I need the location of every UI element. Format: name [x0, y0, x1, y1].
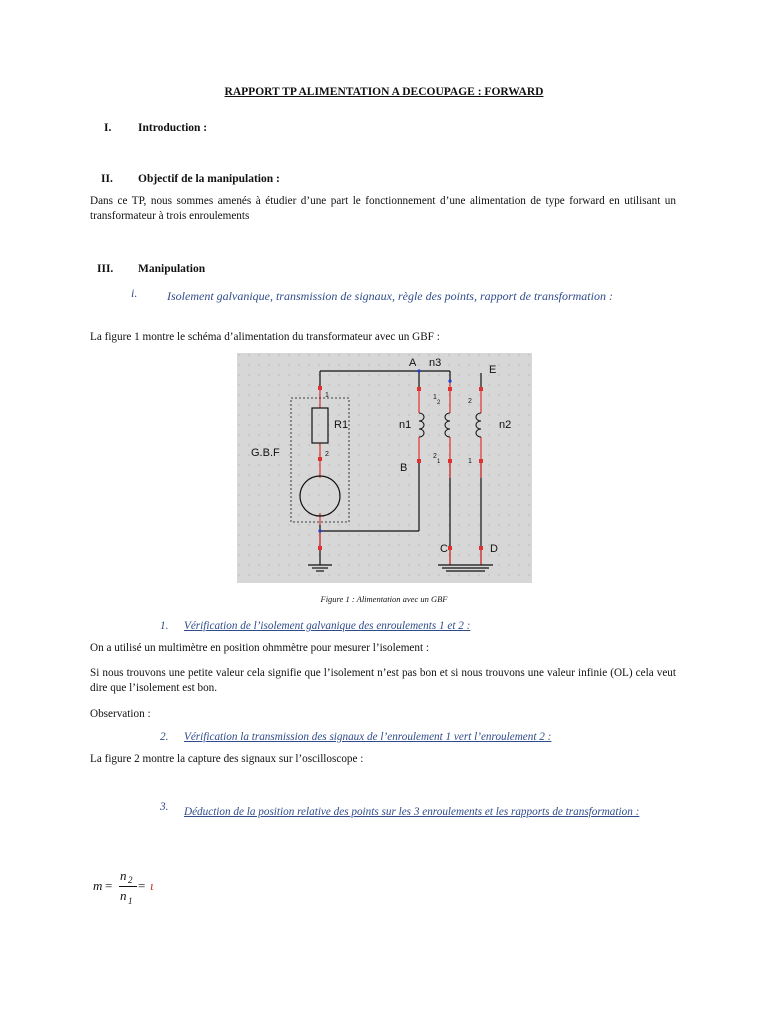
label-C: C	[440, 543, 448, 555]
multimetre-paragraph: On a utilisé un multimètre en position ohmmètre pour mesurer l’isolement :	[90, 642, 429, 654]
pin-label: 2	[325, 451, 329, 458]
pin-label: 1	[433, 394, 437, 401]
pin-label: 1	[468, 458, 472, 465]
section-number: II.	[101, 173, 113, 185]
page-title: RAPPORT TP ALIMENTATION A DECOUPAGE : FORWARD	[224, 86, 544, 98]
label-R1: R1	[334, 419, 349, 431]
item-heading: Vérification de l’isolement galvanique des enroulements 1 et 2 :	[184, 620, 471, 632]
pin-label: 1	[437, 459, 441, 465]
fraction-bar	[119, 886, 137, 887]
label-GBF: G.B.F	[251, 447, 280, 459]
formula-equals: =	[105, 878, 113, 893]
figure-intro: La figure 1 montre le schéma d’alimentation du transformateur avec un GBF :	[90, 331, 440, 343]
formula-numerator-sub: 2	[128, 875, 133, 885]
figure2-paragraph: La figure 2 montre la capture des signaux sur l’oscilloscope :	[90, 753, 364, 765]
ratio-formula	[93, 866, 173, 911]
formula-equals: =	[138, 878, 146, 893]
pin-label: 2	[437, 400, 441, 406]
figure-caption: Figure 1 : Alimentation avec un GBF	[320, 594, 448, 604]
formula-numerator: n	[120, 868, 127, 883]
circuit-schematic	[237, 353, 532, 583]
pin-label: 1	[325, 392, 329, 399]
section-heading: Manipulation	[138, 263, 206, 275]
item-heading: Vérification la transmission des signaux de l’enroulement 1 vert l’enroulement 2 :	[184, 731, 552, 743]
section-heading: Introduction :	[138, 122, 208, 134]
label-A: A	[409, 357, 417, 369]
label-E: E	[489, 364, 497, 376]
formula-denominator: n	[120, 888, 127, 903]
pin-label: 2	[433, 453, 437, 460]
formula-result: ι	[150, 878, 154, 893]
section-heading: Objectif de la manipulation :	[138, 173, 280, 185]
item-number: 1.	[160, 620, 169, 632]
subsection-heading: Isolement galvanique, transmission de signaux, règle des points, rapport de transformation :	[167, 289, 613, 303]
section-number: I.	[104, 122, 112, 134]
label-n2: n2	[499, 419, 512, 431]
item-number: 3.	[160, 801, 169, 813]
item-heading: Déduction de la position relative des points sur les 3 enroulements et les rapports de transformation :	[184, 806, 640, 818]
observation-label: Observation :	[90, 708, 151, 720]
label-n3: n3	[429, 357, 442, 369]
valeur-paragraph: Si nous trouvons une petite valeur cela signifie que l’isolement n’est pas bon et si nous trouvons une valeur infinie (OL) cela veut dire que l’isolement est bon.	[90, 667, 676, 694]
item-number: 2.	[160, 731, 169, 743]
formula-m: m	[93, 878, 103, 893]
subsection-number: i.	[131, 286, 138, 300]
objectif-paragraph: Dans ce TP, nous sommes amenés à étudier d’une part le fonctionnement d’une alimentation de type forward en utilisant un transformateur à trois enroulements	[90, 195, 676, 222]
section-number: III.	[97, 263, 114, 275]
pin-label: 2	[468, 398, 472, 405]
label-n1: n1	[399, 419, 412, 431]
label-B: B	[400, 462, 408, 474]
label-D: D	[490, 543, 498, 555]
formula-denominator-sub: 1	[128, 896, 133, 906]
circuit-figure	[237, 353, 532, 583]
